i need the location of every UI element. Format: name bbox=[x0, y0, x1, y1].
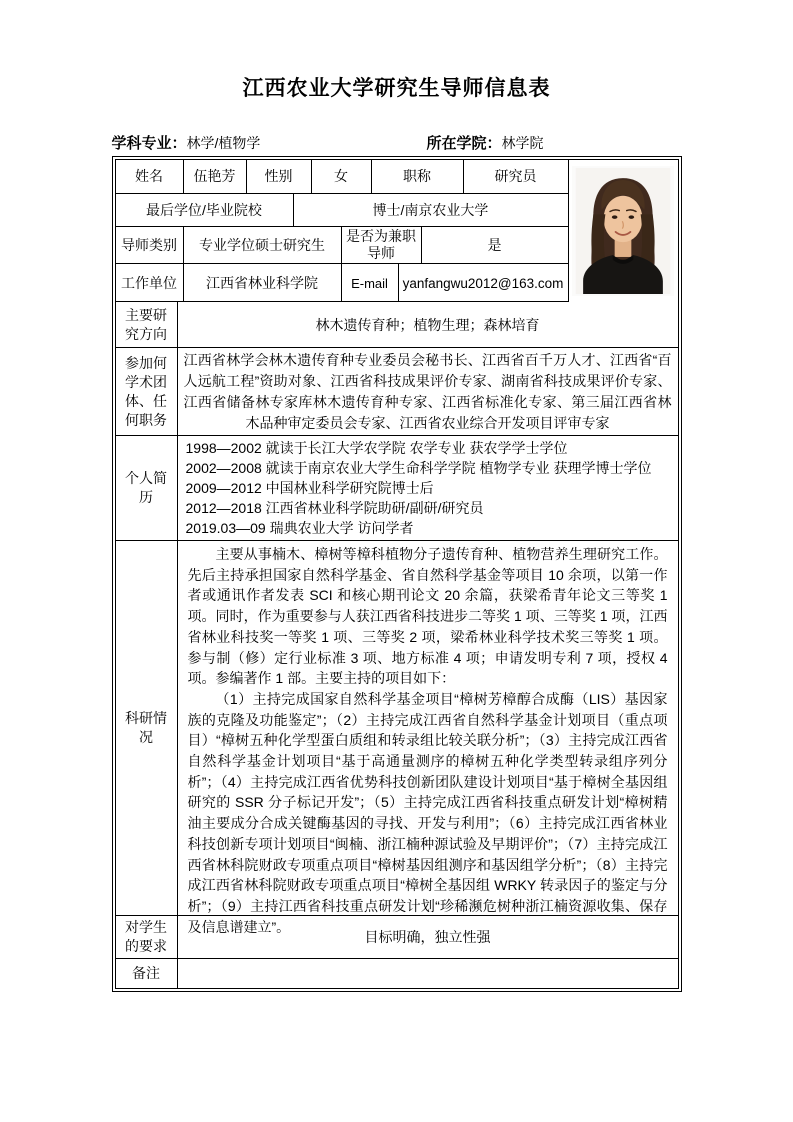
table-row bbox=[116, 302, 678, 348]
parttime-value: 是 bbox=[487, 236, 502, 253]
table-row bbox=[116, 541, 678, 935]
societies-value: 江西省林学会林木遗传育种专业委员会秘书长、江西省百千万人才、江西省“百人远航工程”资助对象、江西省科技成果评价专家、湖南省科技成果评价专家、江西省储备林专家库林木遗传育种专家、江西省标准化专家、第三届江西省林木品种审定委员会专家、江西省农业综合开发项目评审专家 bbox=[183, 351, 672, 431]
table-row bbox=[116, 227, 568, 264]
email-label: E-mail bbox=[342, 264, 399, 302]
research-direction-label: 主要研究方向 bbox=[116, 302, 178, 347]
table-row bbox=[116, 194, 568, 227]
page-title: 江西农业大学研究生导师信息表 bbox=[242, 76, 551, 100]
name-label: 姓名 bbox=[116, 160, 184, 193]
gender-label: 性别 bbox=[247, 160, 312, 193]
college-value: 林学院 bbox=[501, 135, 544, 151]
remarks-label: 备注 bbox=[116, 959, 178, 988]
college-label: 所在学院： bbox=[426, 135, 502, 152]
degree-label: 最后学位/毕业院校 bbox=[116, 194, 294, 226]
name-value: 伍艳芳 bbox=[184, 160, 247, 193]
college-field bbox=[427, 132, 544, 153]
research-paragraph: （1）主持完成国家自然科学基金项目“樟树芳樟醇合成酶（LIS）基因家族的克隆及功能鉴定”；（2）主持完成江西省自然科学基金计划项目（重点项目）“樟树五种化学型蛋白质组和转录组比较关联分析”；（3）主持完成江西省自然科学基金计划项目“基于高通量测序的樟树五种化学类型转录组序列分析”；（4）主持完成江西省优势科技创新团队建设计划项目“基于樟树全基因组研究的 SSR 分子标记开发”；（5）主持完成江西省科技重点研发计划“樟树精油主要成分合成关键酶基因的寻找、开发与利用”；（6）主持完成江西省林业科技创新专项计划项目“闽楠、浙江楠种源试验及早期评价”；（7）主持完成江西省林科院财政专项重点项目“樟树基因组测序和基因组学分析”；（8）主持完成江西省林科院财政专项重点项目“樟树全基因组 WRKY 转录因子的鉴定与分析”；（9）主持江西省科技重点研发计划“珍稀濒危树种浙江楠资源收集、保存及信息谱建立”。 bbox=[187, 690, 668, 935]
societies-label: 参加何学术团体、任何职务 bbox=[116, 348, 178, 435]
employer-label: 工作单位 bbox=[116, 264, 184, 302]
table-row bbox=[116, 160, 568, 194]
resume-line: 2002—2008 就读于南京农业大学生命科学学院 植物学专业 获理学博士学位 bbox=[185, 460, 652, 476]
degree-value: 博士/南京农业大学 bbox=[372, 201, 489, 218]
email-value: yanfangwu2012@163.com bbox=[402, 275, 564, 291]
table-row bbox=[116, 959, 678, 988]
title-value: 研究员 bbox=[494, 168, 537, 184]
resume-line: 2012—2018 江西省林业科学院助研/副研/研究员 bbox=[185, 500, 484, 516]
resume-line: 2019.03—09 瑞典农业大学 访问学者 bbox=[185, 520, 414, 536]
major-value: 林学/植物学 bbox=[186, 135, 261, 151]
resume-label: 个人简历 bbox=[116, 436, 178, 540]
table-row bbox=[116, 916, 678, 959]
table-row bbox=[116, 436, 678, 541]
category-value: 专业学位硕士研究生 bbox=[184, 227, 342, 263]
supervisor-photo-image bbox=[572, 164, 674, 298]
gender-value: 女 bbox=[312, 160, 372, 193]
table-top-section bbox=[116, 160, 678, 302]
major-field bbox=[112, 132, 427, 153]
requirements-value: 目标明确，独立性强 bbox=[364, 929, 491, 945]
meta-row bbox=[112, 132, 682, 153]
research-direction-value: 林木遗传育种；植物生理；森林培育 bbox=[315, 316, 540, 333]
resume-line: 1998—2002 就读于长江大学农学院 农学专业 获农学学士学位 bbox=[185, 440, 568, 456]
research-paragraph: 主要从事楠木、樟树等樟科植物分子遗传育种、植物营养生理研究工作。先后主持承担国家自然科学基金、省自然科学基金等项目 10 余项，以第一作者或通讯作者发表 SCI 和核心期刊论文 20 余篇，获梁希青年论文三等奖 1 项。同时，作为重要参与人获江西省科技进步二等奖 1 项、三等奖 1 项，江西省林业科技奖一等奖 1 项、三等奖 2 项，梁希林业科学技术奖三等奖 1 项。参与制（修）定行业标准 3 项、地方标准 4 项；申请发明专利 7 项，授权 4 项。参编著作 1 部。主要主持的项目如下： bbox=[187, 546, 668, 687]
research-label: 科研情况 bbox=[116, 541, 178, 915]
table-row bbox=[116, 264, 568, 302]
supervisor-info-table bbox=[112, 156, 682, 992]
resume-line: 2009—2012 中国林业科学研究院博士后 bbox=[185, 480, 434, 496]
requirements-label: 对学生的要求 bbox=[116, 916, 178, 958]
employer-value: 江西省林业科学院 bbox=[184, 264, 342, 302]
table-row bbox=[116, 348, 678, 436]
category-label: 导师类别 bbox=[116, 227, 184, 263]
major-label: 学科专业： bbox=[111, 135, 187, 152]
title-label: 职称 bbox=[372, 160, 464, 193]
supervisor-photo bbox=[568, 160, 678, 302]
parttime-label: 是否为兼职导师 bbox=[342, 227, 422, 263]
